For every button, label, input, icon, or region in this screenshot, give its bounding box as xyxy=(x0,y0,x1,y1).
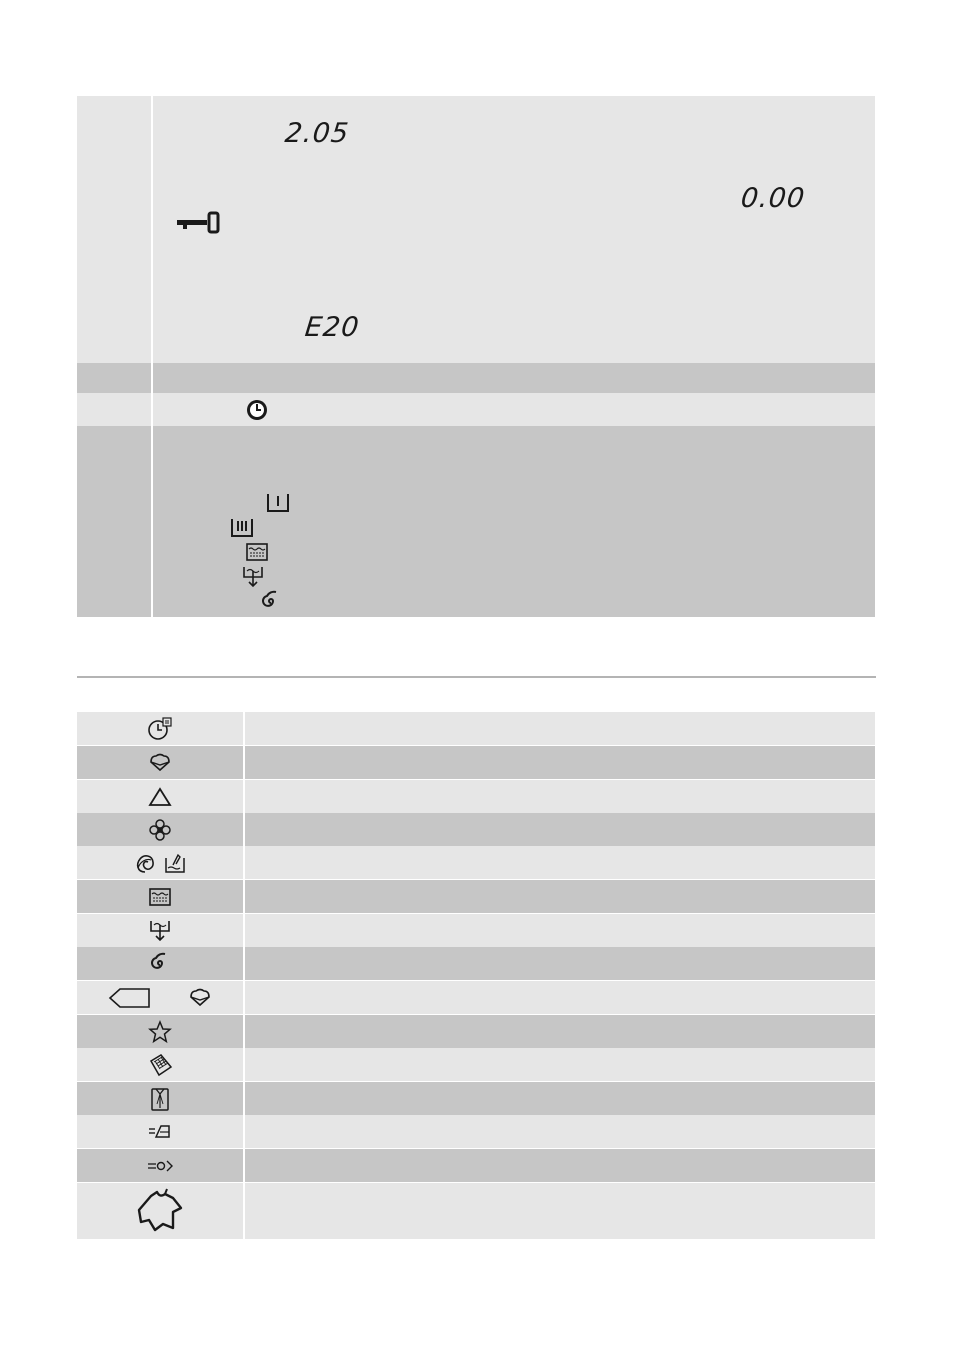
programme-row xyxy=(77,1048,875,1081)
programme-row xyxy=(77,1183,875,1239)
drain-icon xyxy=(149,919,171,943)
row-divider xyxy=(243,947,245,980)
row-divider xyxy=(243,1015,245,1048)
cottons-icon xyxy=(188,987,212,1009)
programme-row xyxy=(77,1149,875,1182)
rinse-icon xyxy=(148,887,172,907)
spin-icon xyxy=(149,952,171,976)
spin-icon xyxy=(260,590,282,614)
drain-icon xyxy=(242,565,264,589)
synthetics-icon xyxy=(148,787,172,807)
denim-icon xyxy=(147,1053,173,1077)
time-manager-icon xyxy=(147,717,173,741)
column-divider xyxy=(151,96,153,617)
blank-row xyxy=(77,363,875,393)
programme-row xyxy=(77,846,875,879)
rinse-icon xyxy=(245,542,269,562)
phase-indicator-section xyxy=(77,426,875,617)
easy-iron-icon xyxy=(147,1123,173,1141)
cottons-icon xyxy=(148,752,172,774)
time-delay-row xyxy=(77,393,875,426)
row-divider xyxy=(243,880,245,913)
programme-row xyxy=(77,780,875,813)
anti-allergy-shirt-icon xyxy=(135,1188,185,1234)
row-divider xyxy=(243,746,245,779)
row-divider xyxy=(243,1048,245,1081)
row-divider xyxy=(243,846,245,879)
star-icon xyxy=(148,1020,172,1044)
programme-row xyxy=(77,1115,875,1148)
steam-icon xyxy=(146,1159,174,1173)
row-divider xyxy=(243,981,245,1014)
prewash-icon xyxy=(266,492,290,514)
programme-row xyxy=(77,746,875,779)
programme-row xyxy=(77,880,875,913)
row-divider xyxy=(243,712,245,745)
lcd-zero-readout: 0.00 xyxy=(739,183,807,214)
programme-row xyxy=(77,813,875,846)
programme-row xyxy=(77,947,875,980)
clock-icon xyxy=(245,398,269,422)
lcd-time-readout: 2.05 xyxy=(283,118,351,149)
delicates-icon xyxy=(149,819,171,841)
lcd-error-readout: E20 xyxy=(303,312,362,343)
programme-row xyxy=(77,712,875,745)
row-divider xyxy=(243,1115,245,1148)
row-divider xyxy=(243,1082,245,1115)
key-icon xyxy=(176,210,222,236)
row-divider xyxy=(243,813,245,846)
section-rule xyxy=(77,676,876,678)
programme-row xyxy=(77,1015,875,1048)
row-divider xyxy=(243,1183,245,1239)
wool-icon xyxy=(134,852,156,874)
eco-label-icon xyxy=(108,986,152,1010)
programme-row xyxy=(77,1082,875,1115)
row-divider xyxy=(243,780,245,813)
row-divider xyxy=(243,914,245,947)
programme-row xyxy=(77,914,875,947)
main-wash-icon xyxy=(230,517,254,539)
row-divider xyxy=(243,1149,245,1182)
programme-row xyxy=(77,981,875,1014)
shirt-icon xyxy=(149,1086,171,1112)
handwash-icon xyxy=(164,852,186,874)
